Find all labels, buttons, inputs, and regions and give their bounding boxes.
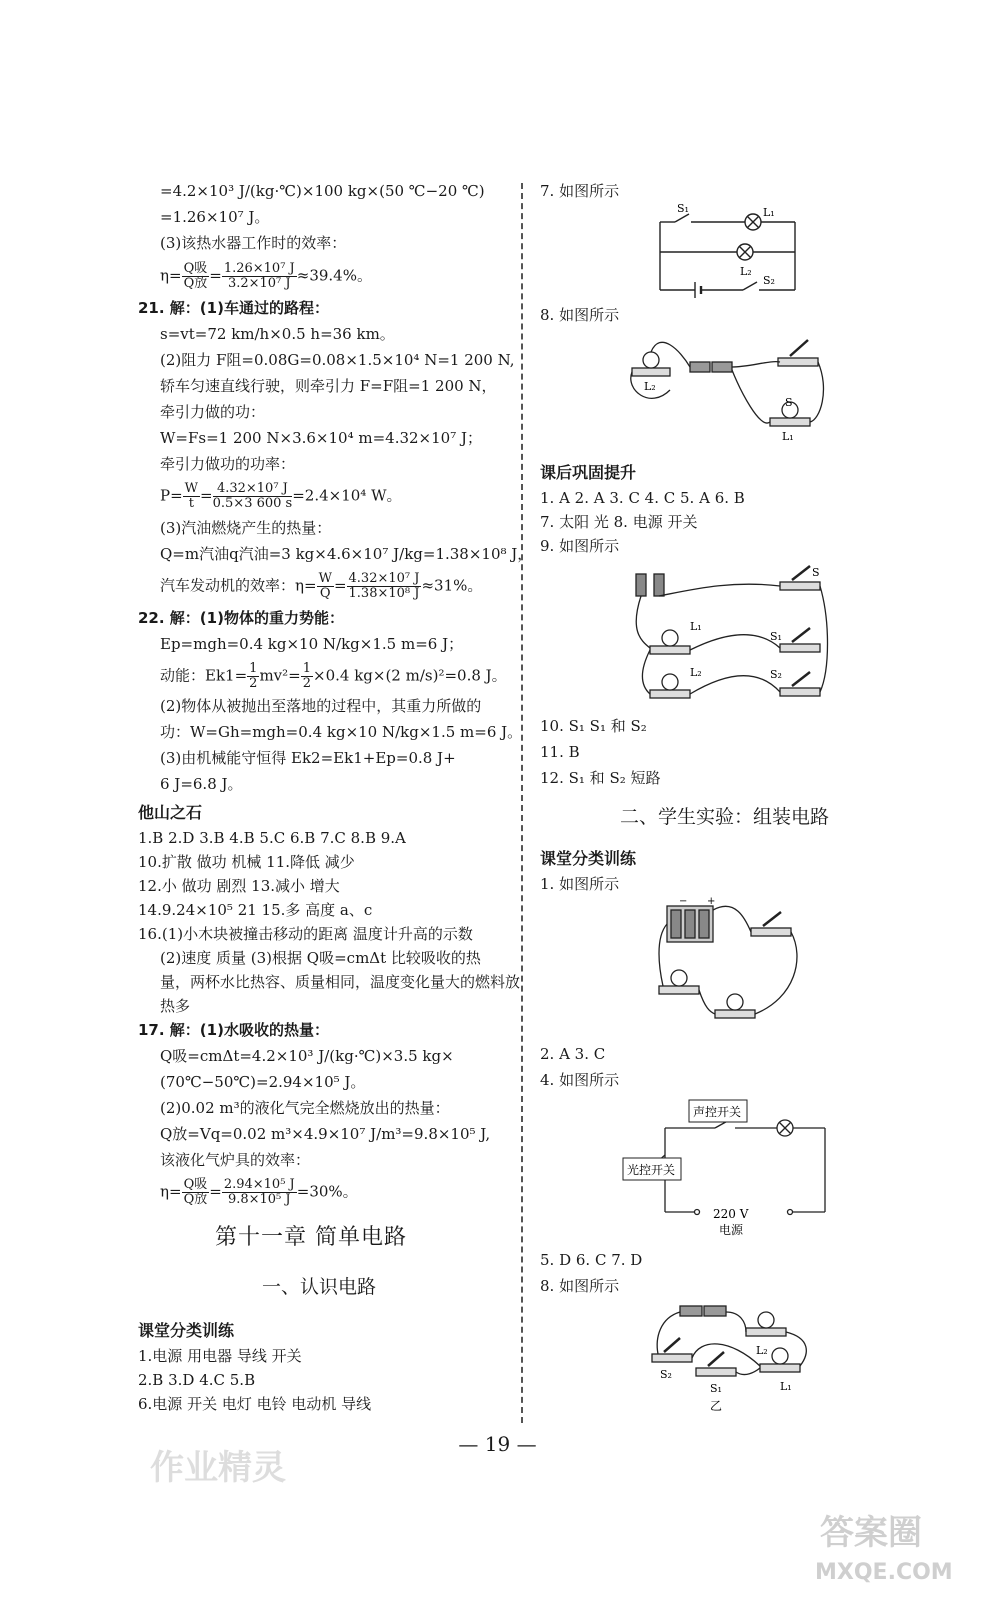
label-s2: S₂ bbox=[770, 668, 782, 681]
text-line: 牵引力做的功： bbox=[160, 403, 266, 421]
chapter-title: 第十一章 简单电路 bbox=[215, 1225, 407, 1250]
label-l1: L₁ bbox=[763, 206, 775, 219]
kinetic-energy-formula: 动能：Ek1= $\frac{1}{2}$ mv²= $\frac{1}{2}$ ×0.4 kg×(2 m/s)²=0.8 J。 bbox=[160, 661, 507, 691]
text-line: W=Fs=1 200 N×3.6×10⁴ m=4.32×10⁷ J； bbox=[160, 429, 482, 447]
text-line: (2)阻力 F阻=0.08G=0.08×1.5×10⁴ N=1 200 N, bbox=[160, 351, 515, 369]
section-heading: 一、认识电路 bbox=[262, 1276, 377, 1298]
answer-line: 1. A 2. A 3. C 4. C 5. A 6. B bbox=[540, 489, 745, 507]
section-title: 课堂分类训练 bbox=[138, 1321, 235, 1340]
answer-line: 12.小 做功 剧烈 13.减小 增大 bbox=[138, 877, 340, 895]
text-line: =4.2×10³ J/(kg·℃)×100 kg×(50 ℃−20 ℃) bbox=[160, 182, 485, 200]
text-line: Q吸=cmΔt=4.2×10³ J/(kg·℃)×3.5 kg× bbox=[160, 1047, 454, 1065]
text-line: 轿车匀速直线行驶，则牵引力 F=F阻=1 200 N， bbox=[160, 377, 497, 395]
text-line: (3)由机械能守恒得 Ek2=Ek1+Ep=0.8 J+ bbox=[160, 749, 456, 767]
answer-line: 10.扩散 做功 机械 11.降低 减少 bbox=[138, 853, 355, 871]
answer-line: 7. 如图所示 bbox=[540, 182, 620, 200]
answer-line: 4. 如图所示 bbox=[540, 1071, 620, 1089]
answer-line: 1. 如图所示 bbox=[540, 875, 620, 893]
label-s2: S₂ bbox=[660, 1368, 672, 1381]
watermark-logo: 作业精灵 bbox=[150, 1448, 286, 1488]
section-title: 课后巩固提升 bbox=[540, 463, 637, 482]
label-l2: L₂ bbox=[740, 265, 752, 278]
label-l1: L₁ bbox=[782, 430, 794, 443]
text-line: (3)汽油燃烧产生的热量： bbox=[160, 519, 332, 537]
answer-line: 6.电源 开关 电灯 电铃 电动机 导线 bbox=[138, 1395, 372, 1413]
answer-line: 16.(1)小木块被撞击移动的距离 温度计升高的示数 bbox=[138, 925, 473, 943]
answer-line: 5. D 6. C 7. D bbox=[540, 1251, 643, 1269]
power-formula: P= $\frac{W}{t}$ = $\frac{\text{4.32×10⁷ J}}{0.5\times 3 600 s}$ =2.4×10⁴ W。 bbox=[160, 481, 402, 511]
answer-line: 14.9.24×10⁵ 21 15.多 高度 a、c bbox=[138, 901, 373, 919]
text-line: s=vt=72 km/h×0.5 h=36 km。 bbox=[160, 325, 395, 343]
label-l1: L₁ bbox=[780, 1380, 792, 1393]
answer-line: 12. S₁ 和 S₂ 短路 bbox=[540, 769, 661, 787]
answer-line: 2. A 3. C bbox=[540, 1045, 606, 1063]
physical-circuit-m8 bbox=[650, 1298, 820, 1413]
section-title: 他山之石 bbox=[138, 803, 203, 822]
question-22: 22. 解：(1)物体的重力势能： bbox=[138, 609, 344, 627]
voltage-label: 220 V bbox=[713, 1207, 749, 1221]
text-line: 牵引力做功的功率： bbox=[160, 455, 296, 473]
answer-line: 8. 如图所示 bbox=[540, 1277, 620, 1295]
text-line: 该液化气炉具的效率： bbox=[160, 1151, 311, 1169]
answer-line: 2.B 3.D 4.C 5.B bbox=[138, 1371, 256, 1389]
text-line: 热多 bbox=[160, 997, 191, 1015]
label-s2: S₂ bbox=[763, 274, 775, 287]
label-s1: S₁ bbox=[770, 630, 782, 643]
answer-line: 1.B 2.D 3.B 4.B 5.C 6.B 7.C 8.B 9.A bbox=[138, 829, 406, 847]
column-divider bbox=[521, 183, 523, 1423]
circuit-diagram-7 bbox=[655, 200, 805, 300]
question-21: 21. 解：(1)车通过的路程： bbox=[138, 299, 329, 317]
text-line: 量，两杯水比热容、质量相同，温度变化量大的燃料放 bbox=[160, 973, 521, 991]
text-line: (70℃−50℃)=2.94×10⁵ J。 bbox=[160, 1073, 366, 1091]
circuit-diagram-m4 bbox=[615, 1090, 835, 1240]
light-switch-label: 光控开关 bbox=[627, 1163, 676, 1177]
label-s: S bbox=[785, 396, 793, 409]
text-line: (2)速度 质量 (3)根据 Q吸=cmΔt 比较吸收的热 bbox=[160, 949, 481, 967]
text-line: Q=m汽油q汽油=3 kg×4.6×10⁷ J/kg=1.38×10⁸ J， bbox=[160, 545, 533, 563]
efficiency-formula: η= $\frac{\text{Q吸}}{\text{Q放}}$ = $\frac{\text{1.26×10⁷ J}}{\text{3.2×10⁷ J}}$ ≈39.4%。 bbox=[160, 261, 372, 291]
text-line: Q放=Vq=0.02 m³×4.9×10⁷ J/m³=9.8×10⁵ J, bbox=[160, 1125, 491, 1143]
efficiency-formula-2: η= $\frac{\text{Q吸}}{\text{Q放}}$ = $\frac{\text{2.94×10⁵ J}}{\text{9.8×10⁵ J}}$ =30%。 bbox=[160, 1177, 358, 1207]
answer-line: 1.电源 用电器 导线 开关 bbox=[138, 1347, 302, 1365]
text-line: (3)该热水器工作时的效率： bbox=[160, 234, 347, 252]
label-l2: L₂ bbox=[690, 666, 702, 679]
label-l2: L₂ bbox=[644, 380, 656, 393]
section-title: 课堂分类训练 bbox=[540, 849, 637, 868]
minus-sign: − bbox=[679, 896, 688, 907]
sound-switch-label: 声控开关 bbox=[693, 1105, 742, 1119]
plus-sign: + bbox=[707, 896, 716, 907]
page-number: — 19 — bbox=[458, 1432, 537, 1456]
section-heading: 二、学生实验：组装电路 bbox=[620, 806, 830, 828]
engine-efficiency-formula: 汽车发动机的效率：η= $\frac{W}{Q}$ = $\frac{\text{4.32×10⁷ J}}{\text{1.38×10⁸ J}}$ ≈31%。 bbox=[160, 571, 483, 601]
label-l1: L₁ bbox=[690, 620, 702, 633]
physical-circuit-9 bbox=[630, 560, 830, 710]
label-s1: S₁ bbox=[710, 1382, 722, 1395]
label-l2: L₂ bbox=[756, 1344, 768, 1357]
power-label: 电源 bbox=[719, 1223, 744, 1237]
text-line: 功：W=Gh=mgh=0.4 kg×10 N/kg×1.5 m=6 J。 bbox=[160, 723, 523, 741]
text-line: (2)物体从被抛出至落地的过程中，其重力所做的 bbox=[160, 697, 482, 715]
physical-circuit-8 bbox=[630, 330, 830, 450]
text-line: =1.26×10⁷ J。 bbox=[160, 208, 270, 226]
answer-line: 8. 如图所示 bbox=[540, 306, 620, 324]
label-s1: S₁ bbox=[677, 202, 689, 215]
label-s: S bbox=[812, 566, 820, 579]
answer-line: 10. S₁ S₁ 和 S₂ bbox=[540, 717, 647, 735]
watermark-logo-2: 答案圈 bbox=[820, 1513, 922, 1553]
question-17: 17. 解：(1)水吸收的热量： bbox=[138, 1021, 329, 1039]
answer-line: 11. B bbox=[540, 743, 580, 761]
watermark-url: MXQE.COM bbox=[815, 1560, 953, 1585]
answer-line: 9. 如图所示 bbox=[540, 537, 620, 555]
text-line: (2)0.02 m³的液化气完全燃烧放出的热量： bbox=[160, 1099, 450, 1117]
answer-line: 7. 太阳 光 8. 电源 开关 bbox=[540, 513, 698, 531]
text-line: 6 J=6.8 J。 bbox=[160, 775, 243, 793]
text-line: Ep=mgh=0.4 kg×10 N/kg×1.5 m=6 J； bbox=[160, 635, 464, 653]
physical-circuit-m1 bbox=[655, 898, 815, 1033]
label-yi: 乙 bbox=[710, 1399, 723, 1413]
